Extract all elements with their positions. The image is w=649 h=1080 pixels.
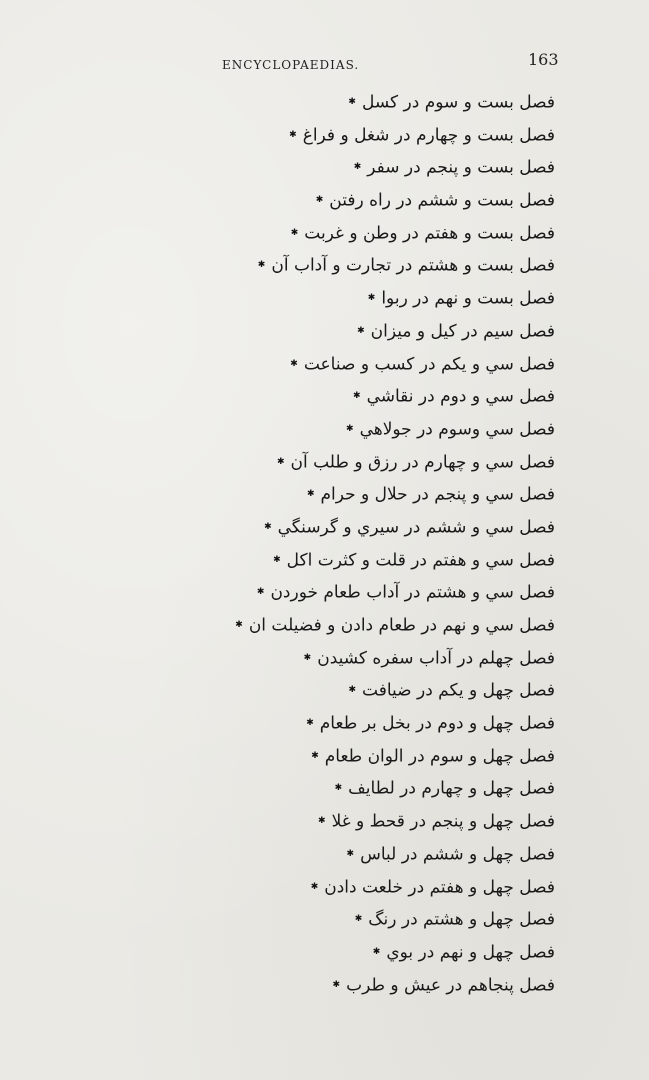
asterisk-mark-icon: ✱ [372,946,381,957]
chapter-title: فصل سي و يکم در کسب و صناعت [303,353,555,374]
chapter-title: فصل بست و ششم در راه رفتن [329,190,555,211]
chapter-item [115,674,555,707]
asterisk-mark-icon: ✱ [353,162,362,173]
running-header: ENCYCLOPAEDIAS. [222,58,360,72]
chapter-title: فصل سي و ششم در سيري و گرسنگي [277,517,555,538]
chapter-item [115,805,555,838]
chapter-title: فصل چهل و ششم در لباس [360,844,555,865]
chapter-item [115,249,555,282]
chapter-title: فصل سيم در کيل و ميزان [370,321,555,342]
asterisk-mark-icon: ✱ [311,750,319,761]
chapter-item [115,348,555,381]
chapter-item [115,772,555,805]
chapter-item [115,86,555,119]
chapter-title: فصل سي و هفتم در قلت و کثرت اکل [286,549,555,570]
chapter-title: فصل چهل و سوم در الوان طعام [324,746,555,767]
asterisk-mark-icon: ✱ [290,358,298,369]
asterisk-mark-icon: ✱ [348,685,357,696]
chapter-item [115,184,555,217]
chapter-item [115,217,555,250]
chapter-title: فصل سي و پنجم در حلال و حرام [320,484,555,505]
asterisk-mark-icon: ✱ [348,97,356,107]
asterisk-mark-icon: ✱ [264,521,272,532]
asterisk-mark-icon: ✱ [235,620,243,630]
chapter-item [115,707,555,740]
asterisk-mark-icon: ✱ [306,718,314,729]
chapter-item [115,609,555,642]
chapter-title: فصل سي و نهم در طعام دادن و فضيلت ان [248,615,555,636]
chapter-item [115,936,555,969]
chapter-title: فصل چهل و هفتم در خلعت دادن [324,876,555,897]
asterisk-mark-icon: ✱ [289,129,297,140]
chapter-title: فصل چهل و چهارم در لطايف [348,778,555,799]
chapter-item [115,282,555,315]
chapter-title: فصل بست و هفتم در وطن و غربت [304,223,555,244]
asterisk-mark-icon: ✱ [334,783,343,794]
chapter-title: فصل سي و دوم در نقاشي [366,386,555,407]
chapter-item [115,576,555,609]
asterisk-mark-icon: ✱ [303,652,312,663]
chapter-title: فصل چهل و هشتم در رنگ [368,909,555,930]
chapter-item [115,740,555,773]
chapter-title: فصل چهلم در آداب سفره کشيدن [317,648,555,669]
chapter-title: فصل سي و چهارم در رزق و طلب آن [290,451,555,472]
asterisk-mark-icon: ✱ [273,554,281,565]
asterisk-mark-icon: ✱ [353,391,361,402]
asterisk-mark-icon: ✱ [346,848,355,859]
chapter-title: فصل سي و هشتم در آداب طعام خوردن [270,582,555,603]
chapter-title: فصل پنجاهم در عيش و طرب [346,974,555,995]
chapter-list [115,86,555,1001]
asterisk-mark-icon: ✱ [290,227,299,238]
asterisk-mark-icon: ✱ [315,195,324,206]
chapter-title: فصل چهل و نهم در بوي [386,942,555,963]
asterisk-mark-icon: ✱ [276,456,285,467]
asterisk-mark-icon: ✱ [367,293,376,304]
chapter-title: فصل بست و نهم در ربوا [381,288,555,309]
chapter-item [115,511,555,544]
chapter-item [115,544,555,577]
chapter-item [115,838,555,871]
chapter-item [115,903,555,936]
asterisk-mark-icon: ✱ [306,489,315,500]
chapter-item [115,642,555,675]
chapter-title: فصل سي وسوم در جولاهي [359,419,555,440]
chapter-title: فصل بست و سوم در کسل [361,92,555,113]
asterisk-mark-icon: ✱ [256,587,265,598]
chapter-item [115,446,555,479]
asterisk-mark-icon: ✱ [354,914,363,925]
asterisk-mark-icon: ✱ [310,881,319,892]
asterisk-mark-icon: ✱ [318,816,326,827]
chapter-title: فصل بست و چهارم در شغل و فراغ [302,125,555,146]
chapter-item [115,380,555,413]
chapter-title: فصل چهل و دوم در بخل بر طعام [319,713,555,734]
chapter-title: فصل بست و هشتم در تجارت و آداب آن [271,255,555,276]
page-number: 163 [528,50,559,69]
asterisk-mark-icon: ✱ [257,260,266,271]
asterisk-mark-icon: ✱ [332,979,341,990]
chapter-item [115,478,555,511]
chapter-item [115,151,555,184]
chapter-title: فصل چهل و يکم در ضيافت [362,680,555,701]
chapter-title: فصل چهل و پنجم در قحط و غلا [331,811,555,832]
asterisk-mark-icon: ✱ [346,423,354,434]
asterisk-mark-icon: ✱ [357,325,365,336]
chapter-item [115,119,555,152]
chapter-item [115,871,555,904]
chapter-item [115,413,555,446]
chapter-title: فصل بست و پنجم در سفر [367,157,555,178]
chapter-item [115,969,555,1002]
chapter-item [115,315,555,348]
